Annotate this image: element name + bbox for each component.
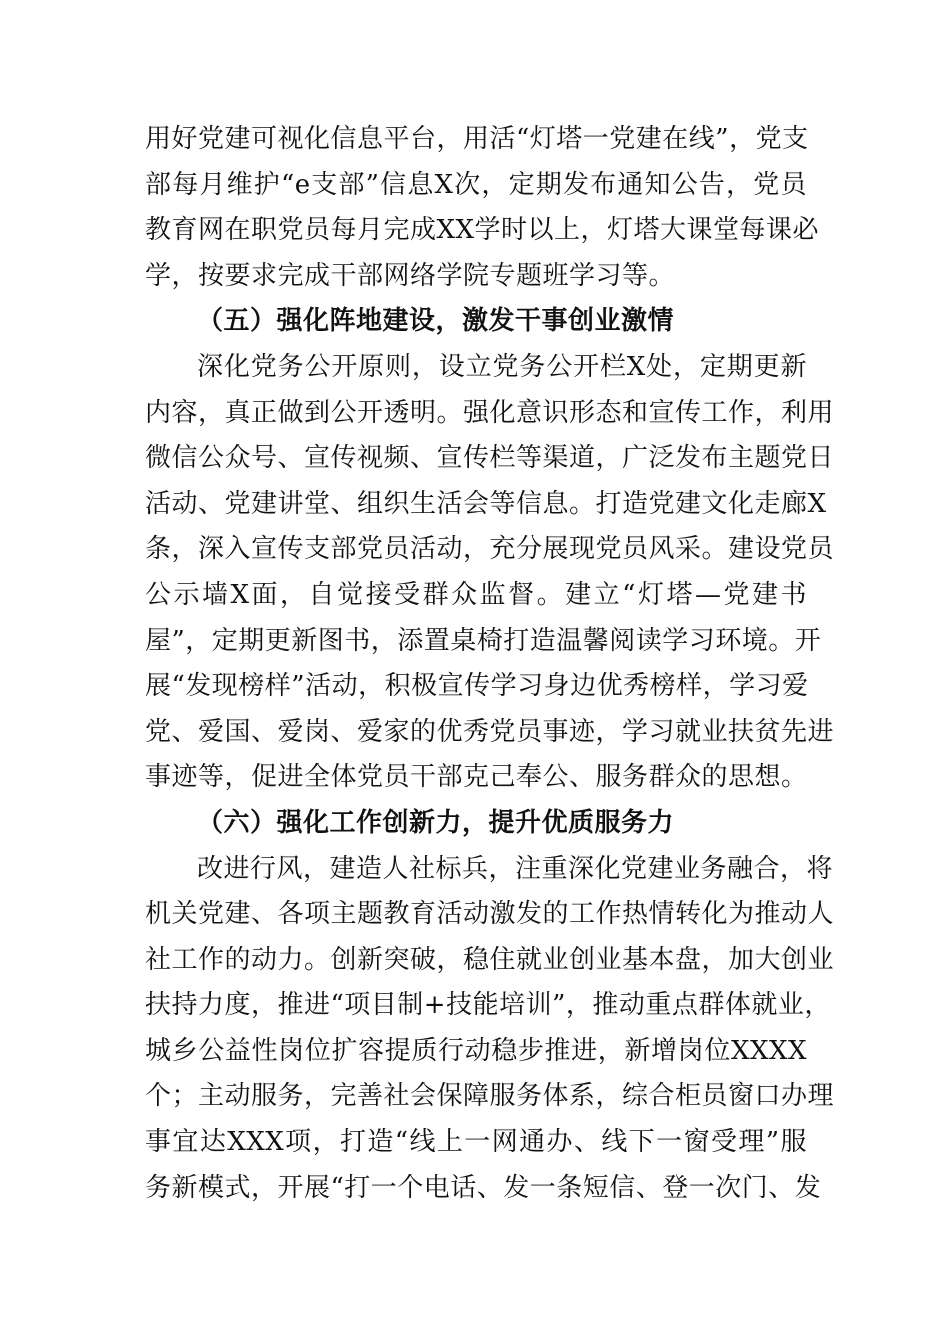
text-line: 事迹等，促进全体党员干部克己奉公、服务群众的思想。 — [145, 762, 808, 793]
text-line: 微信公众号、宣传视频、宣传栏等渠道，广泛发布主题党日 — [145, 443, 835, 474]
text-line: 展“发现榜样”活动，积极宣传学习身边优秀榜样，学习爱 — [145, 671, 809, 702]
text-line: 事宜达XXX项，打造“线上一网通办、线下一窗受理”服 — [145, 1127, 807, 1158]
text-line: 用好党建可视化信息平台，用活“灯塔一党建在线”，党支 — [145, 124, 809, 154]
text-line: 教育网在职党员每月完成XX学时以上，灯塔大课堂每课必 — [145, 215, 820, 246]
text-line: 扶持力度，推进“项目制+技能培训”，推动重点群体就业， — [145, 990, 831, 1021]
paragraph-1 — [145, 117, 820, 299]
text-line: 条，深入宣传支部党员活动，充分展现党员风采。建设党员 — [145, 534, 835, 565]
text-line: 务新模式，开展“打一个电话、发一条短信、登一次门、发 — [145, 1172, 822, 1203]
section-heading-6: （六）强化工作创新力，提升优质服务力 — [197, 807, 675, 838]
text-line: 党、爱国、爱岗、爱家的优秀党员事迹，学习就业扶贫先进 — [145, 716, 835, 747]
text-line: 公示墙X面，自觉接受群众监督。建立“灯塔—党建书 — [145, 579, 807, 610]
text-line: 内容，真正做到公开透明。强化意识形态和宣传工作，利用 — [145, 397, 835, 428]
section-heading-5: （五）强化阵地建设，激发干事创业激情 — [197, 306, 675, 337]
paragraph-3 — [145, 847, 835, 1212]
text-line: 机关党建、各项主题教育活动激发的工作热情转化为推动人 — [145, 899, 835, 930]
text-line: 学，按要求完成干部网络学院专题班学习等。 — [145, 260, 676, 291]
text-line: 城乡公益性岗位扩容提质行动稳步推进，新增岗位XXXX — [145, 1035, 807, 1066]
text-line: 活动、党建讲堂、组织生活会等信息。打造党建文化走廊X — [145, 488, 827, 519]
text-line: 屋”，定期更新图书，添置桌椅打造温馨阅读学习环境。开 — [145, 625, 822, 656]
text-line: 部每月维护“e支部”信息X次，定期发布通知公告，党员 — [145, 169, 807, 200]
document-body — [145, 117, 835, 1211]
text-line: 改进行风，建造人社标兵，注重深化党建业务融合，将 — [197, 853, 834, 884]
text-line: 个；主动服务，完善社会保障服务体系，综合柜员窗口办理 — [145, 1081, 835, 1112]
text-line: 深化党务公开原则，设立党务公开栏X处，定期更新 — [197, 351, 807, 382]
text-line: 社工作的动力。创新突破，稳住就业创业基本盘，加大创业 — [145, 944, 835, 975]
paragraph-2 — [145, 345, 835, 801]
